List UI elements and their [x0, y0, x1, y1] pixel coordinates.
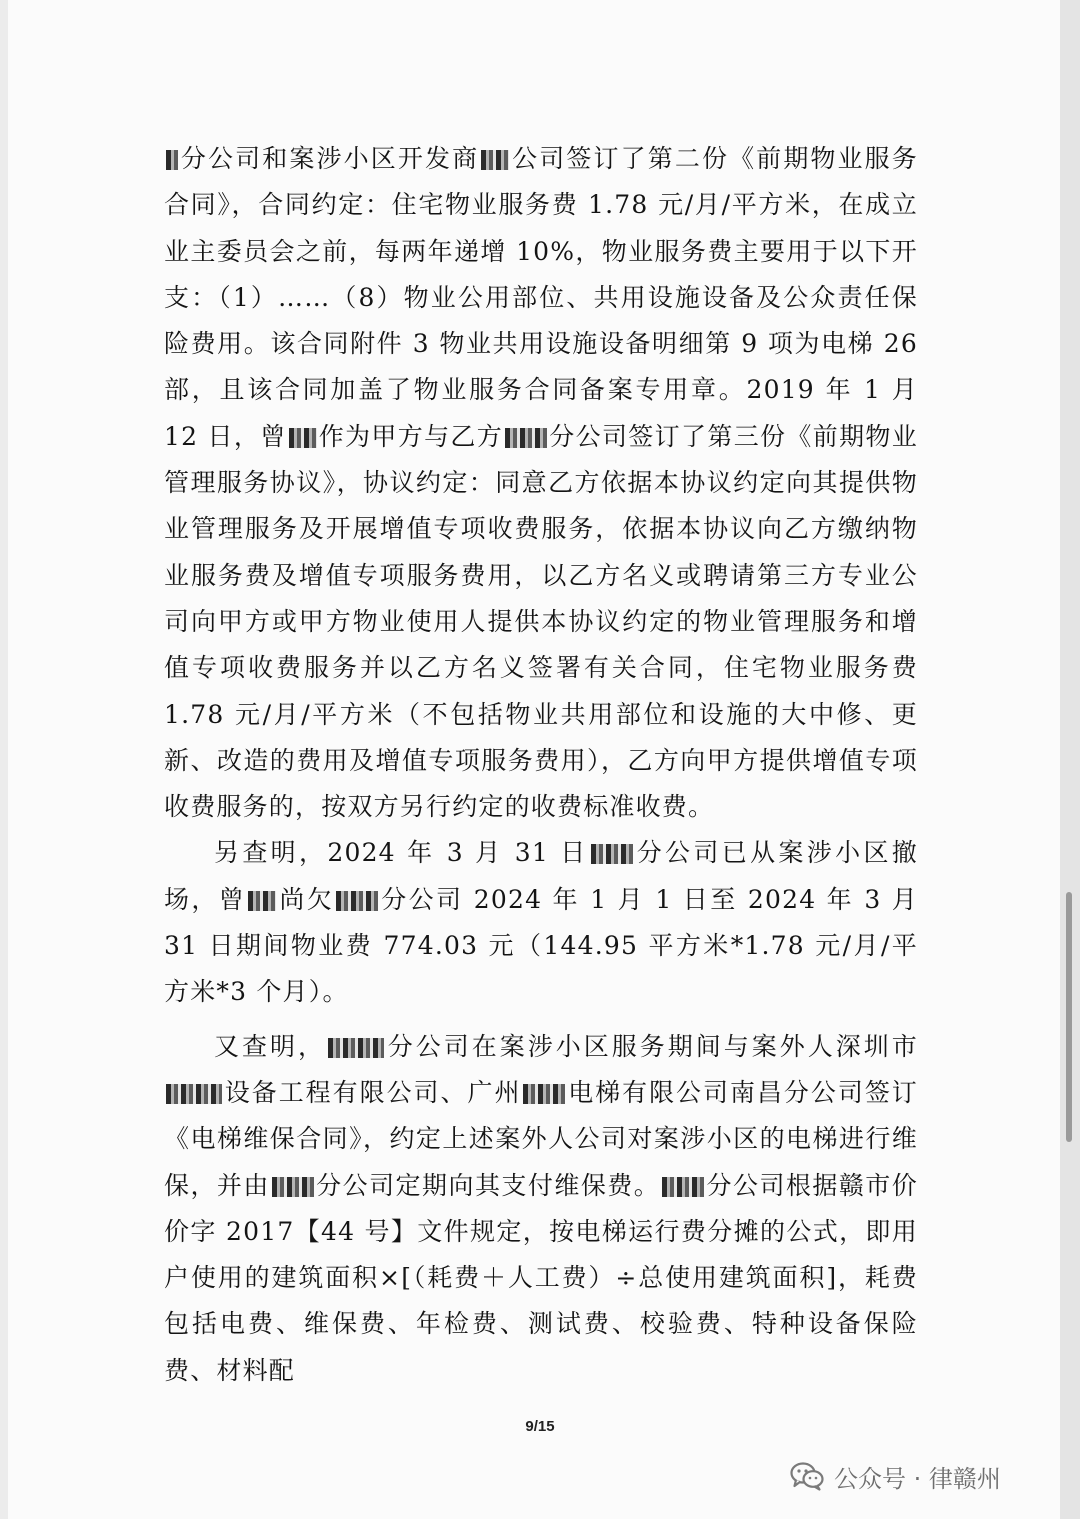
redaction-mask	[166, 1084, 222, 1104]
scrollbar-thumb[interactable]	[1066, 892, 1072, 1142]
text-run: 分公司和案涉小区开发商	[180, 144, 480, 173]
watermark-label: 公众号 · 律赣州	[834, 1464, 1001, 1493]
wechat-icon	[790, 1461, 824, 1491]
text-run: 电梯有限公司南昌分公司签订《电梯维保合同》，约定上述案外人公司对案涉小区的电梯进行维保，并由	[164, 1077, 919, 1200]
text-run: 分公司定期向其支付维保费。	[315, 1170, 661, 1200]
watermark	[790, 1456, 1001, 1496]
text-run: 尚欠	[278, 884, 335, 914]
page-number: 9/15	[525, 1418, 555, 1435]
redaction-mask	[289, 428, 317, 448]
redaction-mask	[166, 150, 178, 170]
redaction-mask	[481, 150, 509, 170]
text-run: 分公司已从案涉小区撤场，曾	[164, 838, 918, 914]
redaction-mask	[662, 1177, 704, 1197]
paragraph-1	[164, 136, 918, 830]
page-edge	[1060, 0, 1080, 1519]
redaction-mask	[272, 1177, 314, 1197]
paragraph-2	[164, 830, 918, 1015]
text-run: 公司签订了第二份《前期物业服务合同》，合同约定：住宅物业服务费 1.78 元/月/平方米，在成立业主委员会之前，每两年递增 10%，物业服务费主要用于以下开支：（1）……（8）物业公用部位、共用设施设备及公众责任保险费用。该合同附件 3 物业共用设施设备明细第 9 项为电梯 26 部，且该合同加盖了物业服务合同备案专用章。2019 年 1 月 12 日，曾	[164, 144, 918, 451]
text-run: 分公司根据赣市价价字 2017【44 号】文件规定，按电梯运行费分摊的公式，即用户使用的建筑面积×[（耗费＋人工费）÷总使用建筑面积]，耗费包括电费、维保费、年检费、测试费、校验费、特种设备保险费、材料配	[164, 1170, 918, 1385]
redaction-mask	[523, 1084, 565, 1104]
redaction-mask	[336, 891, 378, 911]
redaction-mask	[328, 1038, 384, 1058]
text-run: 分公司签订了第三份《前期物业管理服务协议》，协议约定：同意乙方依据本协议约定向其提供物业管理服务及开展增值专项收费服务，依据本协议向乙方缴纳物业服务费及增值专项服务费用，以乙方名义或聘请第三方专业公司向甲方或甲方物业使用人提供本协议约定的物业管理服务和增值专项收费服务并以乙方名义签署有关合同，住宅物业服务费 1.78 元/月/平方米（不包括物业共用部位和设施的大中修、更新、改造的费用及增值专项服务费用），乙方向甲方提供增值专项收费服务的，按双方另行约定的收费标准收费。	[164, 421, 918, 822]
paragraph-3	[164, 1024, 918, 1394]
text-run: 设备工程有限公司、广州	[224, 1077, 522, 1107]
text-run: 分公司在案涉小区服务期间与案外人深圳市	[386, 1031, 918, 1061]
text-run: 又查明，	[214, 1031, 326, 1061]
redaction-mask	[248, 891, 276, 911]
text-run: 另查明，2024 年 3 月 31 日	[214, 838, 589, 868]
text-run: 作为甲方与乙方	[318, 421, 504, 451]
document-body	[164, 136, 918, 1394]
text-run: 分公司 2024 年 1 月 1 日至 2024 年 3 月 31 日期间物业费 774.03 元（144.95 平方米*1.78 元/月/平方米*3 个月）。	[164, 884, 918, 1007]
redaction-mask	[591, 844, 633, 864]
redaction-mask	[505, 428, 547, 448]
